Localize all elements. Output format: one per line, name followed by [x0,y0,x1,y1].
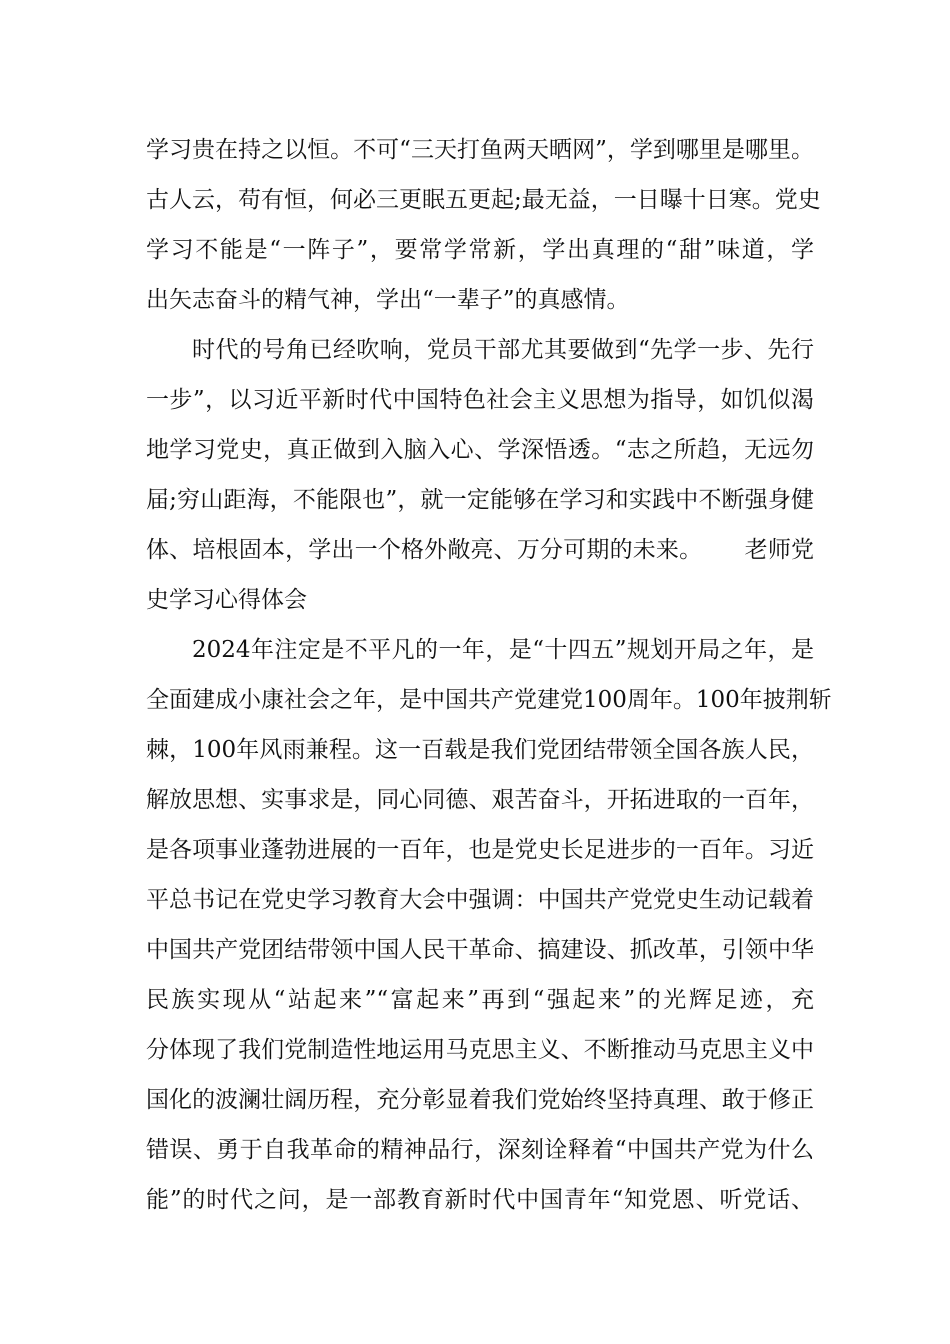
paragraph-start-line: 2024年注定是不平凡的一年，是“十四五”规划开局之年，是 [192,637,814,663]
body-text [146,130,832,1230]
paragraph-start-line: 时代的号角已经吹响，党员干部尤其要做到“先学一步、先行 [192,337,814,363]
text-line: 国化的波澜壮阔历程，充分彰显着我们党始终坚持真理、敢于修正 [146,1087,814,1113]
text-line: 能”的时代之问，是一部教育新时代中国青年“知党恩、听党话、 [146,1187,814,1213]
text-line: 错误、勇于自我革命的精神品行，深刻诠释着“中国共产党为什么 [146,1137,814,1163]
text-line: 体、培根固本，学出一个格外敞亮、万分可期的未来。 老师党 [146,537,814,563]
text-line: 出矢志奋斗的精气神，学出“一辈子”的真感情。 [146,287,630,313]
text-line: 届;穷山距海，不能限也”，就一定能够在学习和实践中不断强身健 [146,487,814,513]
text-line: 平总书记在党史学习教育大会中强调：中国共产党党史生动记载着 [146,887,814,913]
text-line: 民族实现从“站起来”“富起来”再到“强起来”的光辉足迹，充 [146,987,814,1013]
text-line: 地学习党史，真正做到入脑入心、学深悟透。“志之所趋，无远勿 [146,437,814,463]
text-line: 古人云，苟有恒，何必三更眠五更起;最无益，一日曝十日寒。党史 [146,187,821,213]
text-line: 棘，100年风雨兼程。这一百载是我们党团结带领全国各族人民， [146,737,814,763]
text-line: 学习不能是“一阵子”，要常学常新，学出真理的“甜”味道，学 [146,237,814,263]
text-line: 史学习心得体会 [146,587,307,613]
text-line: 中国共产党团结带领中国人民干革命、搞建设、抓改革，引领中华 [146,937,814,963]
text-line: 学习贵在持之以恒。不可“三天打鱼两天晒网”，学到哪里是哪里。 [146,137,814,163]
text-line: 是各项事业蓬勃进展的一百年，也是党史长足进步的一百年。习近 [146,837,814,863]
text-line: 解放思想、实事求是，同心同德、艰苦奋斗，开拓进取的一百年， [146,787,814,813]
text-line: 全面建成小康社会之年，是中国共产党建党100周年。100年披荆斩 [146,687,832,713]
text-line: 分体现了我们党制造性地运用马克思主义、不断推动马克思主义中 [146,1037,814,1063]
text-line: 一步”，以习近平新时代中国特色社会主义思想为指导，如饥似渴 [146,387,814,413]
